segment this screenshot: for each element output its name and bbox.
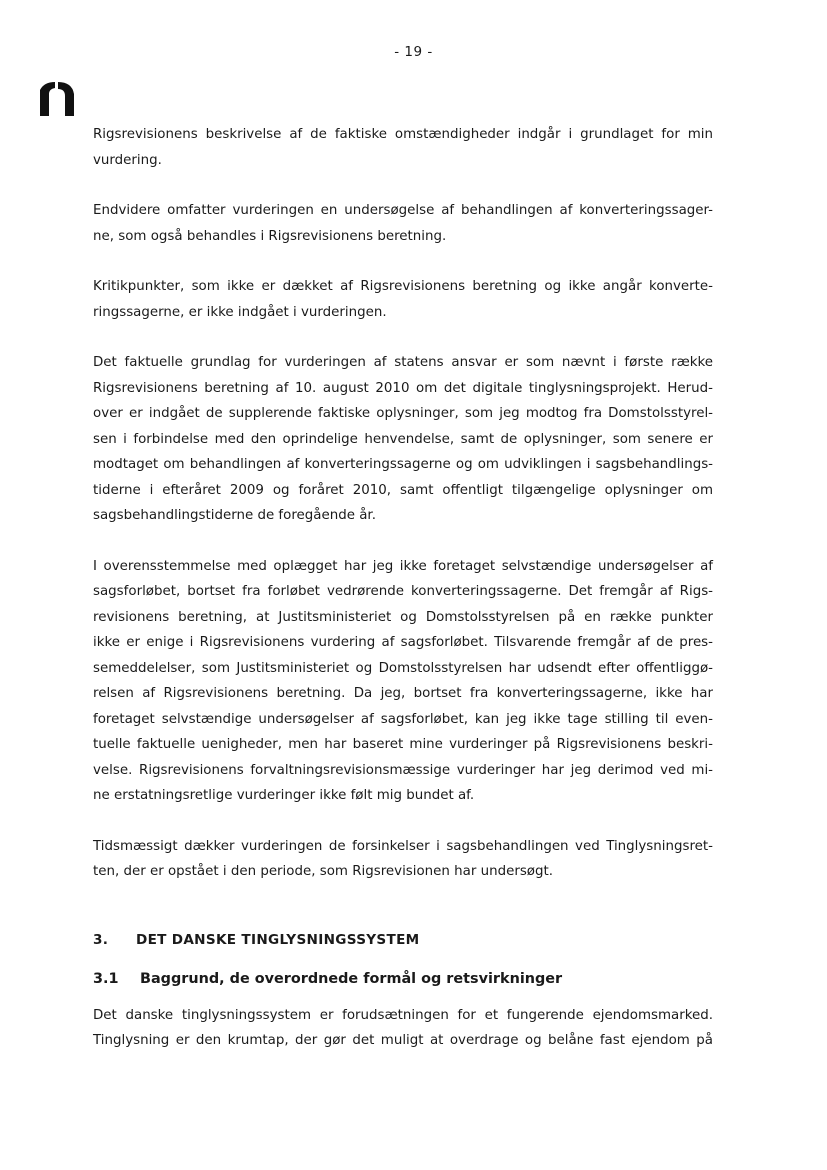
text-line: tuelle faktuelle uenigheder, men har baseret mine vurderinger på Rigsrevisionens beskri- [93, 737, 713, 752]
text-line: Tidsmæssigt dækker vurderingen de forsinkelser i sagsbehandlingen ved Tinglysningsret- [93, 838, 713, 854]
text-line: Rigsrevisionens beskrivelse af de faktiske omstændigheder indgår i grundlaget for min [93, 127, 713, 142]
text-line: Endvidere omfatter vurderingen en undersøgelse af behandlingen af konverteringssager- [93, 203, 713, 218]
paragraph-7 [93, 1003, 713, 1054]
text-line: revisionens beretning, at Justitsministeriet og Domstolsstyrelsen på en række punkter [93, 609, 713, 625]
text-line: velse. Rigsrevisionens forvaltningsrevisionsmæssige vurderinger har jeg derimod ved mi- [93, 762, 713, 778]
subsection-heading [93, 967, 713, 993]
text-line: modtaget om behandlingen af konverteringssagerne og om udviklingen i sagsbehandlings- [93, 457, 713, 472]
paragraph-2 [93, 198, 713, 249]
paragraph-5 [93, 554, 713, 809]
text-line: Rigsrevisionens beretning af 10. august 2010 om det digitale tinglysningsprojekt. Herud- [93, 380, 713, 396]
paragraph-4 [93, 350, 713, 529]
text-line: sagsforløbet, bortset fra forløbet vedrørende konverteringssagerne. Det fremgår af Rigs- [93, 584, 713, 599]
text-line: relsen af Rigsrevisionens beretning. Da jeg, bortset fra konverteringssagerne, ikke har [93, 686, 713, 701]
section-heading [93, 928, 713, 954]
text-line: ringssagerne, er ikke indgået i vurderingen. [93, 304, 387, 320]
text-line: sen i forbindelse med den oprindelige henvendelse, samt de oplysninger, som senere er [93, 431, 713, 447]
paragraph-1 [93, 122, 713, 173]
text-line: semeddelelser, som Justitsministeriet og Domstolsstyrelsen har udsendt efter offentliggø- [93, 660, 713, 676]
text-line: over er indgået de supplerende faktiske oplysninger, som jeg modtog fra Domstolsstyrel- [93, 406, 713, 421]
paragraph-3 [93, 274, 713, 325]
text-line: Det faktuelle grundlag for vurderingen af statens ansvar er som nævnt i første række [93, 355, 713, 370]
subsection-number: 3.1 [93, 971, 119, 987]
text-line: sagsbehandlingstiderne de foregående år. [93, 508, 376, 523]
section-number: 3. [93, 931, 109, 948]
subsection-title: Baggrund, de overordnede formål og retsvirkninger [140, 971, 563, 987]
section-title: DET DANSKE TINGLYSNINGSSYSTEM [136, 931, 420, 948]
text-line: Det danske tinglysningssystem er forudsætningen for et fungerende ejendomsmarked. [93, 1007, 713, 1023]
text-line: ne, som også behandles i Rigsrevisionens beretning. [93, 228, 447, 244]
text-line: Kritikpunkter, som ikke er dækket af Rigsrevisionens beretning og ikke angår konverte- [93, 279, 713, 294]
text-line: ikke er enige i Rigsrevisionens vurdering af sagsforløbet. Tilsvarende fremgår af de pres- [93, 635, 713, 650]
text-line: Tinglysning er den krumtap, der gør det muligt at overdrage og belåne fast ejendom på [93, 1033, 713, 1048]
logo-icon [36, 80, 78, 118]
text-line: vurdering. [93, 152, 162, 168]
text-line: ten, der er opstået i den periode, som Rigsrevisionen har undersøgt. [93, 864, 553, 879]
text-line: tiderne i efteråret 2009 og foråret 2010, samt offentligt tilgængelige oplysninger om [93, 482, 713, 498]
paragraph-6 [93, 834, 713, 885]
text-line: I overensstemmelse med oplægget har jeg ikke foretaget selvstændige undersøgelser af [93, 558, 713, 574]
page-number: - 19 - [394, 44, 433, 60]
text-line: foretaget selvstændige undersøgelser af sagsforløbet, kan jeg ikke tage stilling til even- [93, 711, 713, 727]
document-body [93, 122, 713, 1079]
text-line: ne erstatningsretlige vurderinger ikke følt mig bundet af. [93, 788, 475, 803]
